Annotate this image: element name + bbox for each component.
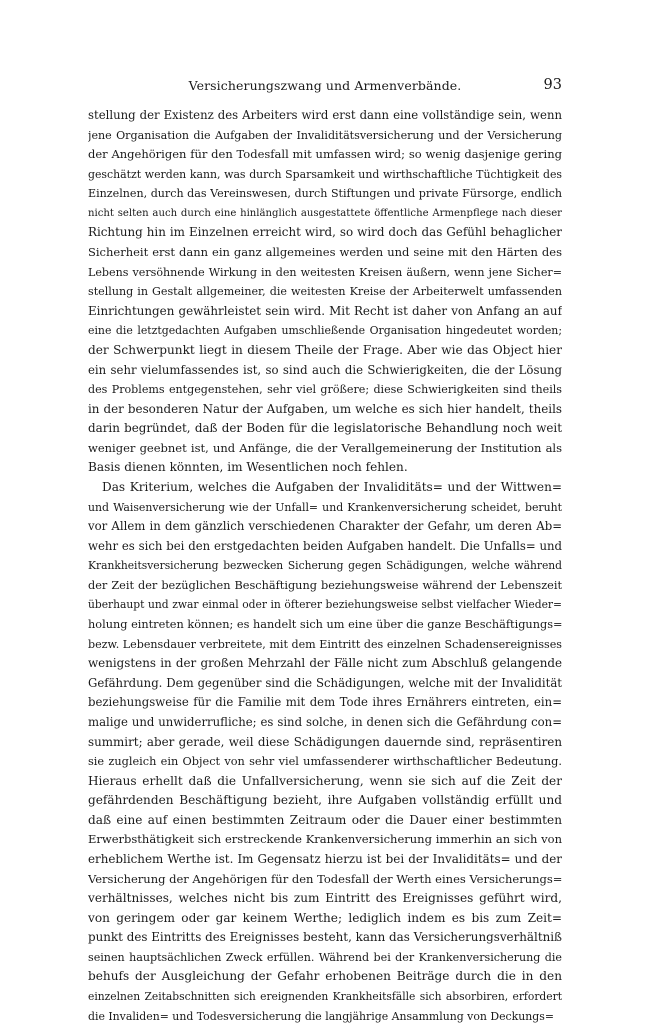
text-line: holung eintreten können; es handelt sich um eine über die ganze Beschäftigungs= <box>88 618 562 632</box>
text-line: punkt des Eintritts des Ereignisses besteht, kann das Versicherungsverhältniß <box>88 930 562 945</box>
text-line: eine die letztgedachten Aufgaben umschließende Organisation hingedeutet worden; <box>88 324 562 338</box>
running-title: Versicherungszwang und Armenverbände. <box>188 78 462 93</box>
text-line: verhältnisses, welches nicht bis zum Eintritt des Ereignisses geführt wird, <box>88 891 562 906</box>
text-line: darin begründet, daß der Boden für die legislatorische Behandlung noch weit <box>88 421 562 436</box>
text-line: weniger geebnet ist, und Anfänge, die der Verallgemeinerung der Institution als <box>88 440 562 455</box>
text-line: Lebens versöhnende Wirkung in den weitesten Kreisen äußern, wenn jene Sicher= <box>88 265 562 279</box>
page-number: 93 <box>543 77 562 93</box>
text-line: summirt; aber gerade, weil diese Schädigungen dauernde sind, repräsentiren <box>88 734 562 749</box>
page-header <box>88 78 562 96</box>
text-line: überhaupt und zwar einmal oder in öfterer beziehungsweise selbst vielfacher Wieder= <box>88 598 562 612</box>
text-line: nicht selten auch durch eine hinlänglich ausgestattete öffentliche Armenpflege nach dieser <box>88 207 562 219</box>
text-line: ein sehr vielumfassendes ist, so sind auch die Schwierigkeiten, die der Lösung <box>88 362 562 377</box>
text-line: Sicherheit erst dann ein ganz allgemeines werden und seine mit den Härten des <box>88 245 562 260</box>
text-line: vor Allem in dem gänzlich verschiedenen Charakter der Gefahr, um deren Ab= <box>88 519 562 534</box>
text-line: sie zugleich ein Object von sehr viel umfassenderer wirthschaftlicher Bedeutung. <box>88 755 562 769</box>
text-line: stellung der Existenz des Arbeiters wird erst dann eine vollständige sein, wenn <box>88 108 562 122</box>
text-line: Basis dienen könnten, im Wesentlichen noch fehlen. <box>88 460 408 475</box>
text-line: von geringem oder gar keinem Werthe; lediglich indem es bis zum Zeit= <box>88 910 562 925</box>
text-line: daß eine auf einen bestimmten Zeitraum oder die Dauer einer bestimmten <box>88 812 562 827</box>
text-line: Versicherung der Angehörigen für den Todesfall der Werth eines Versicherungs= <box>88 871 562 886</box>
text-line: geschätzt werden kann, was durch Sparsamkeit und wirthschaftliche Tüchtigkeit des <box>88 167 562 181</box>
text-line: wenigstens in der großen Mehrzahl der Fälle nicht zum Abschluß gelangende <box>88 656 562 671</box>
text-line: stellung in Gestalt allgemeiner, die weitesten Kreise der Arbeiterwelt umfassenden <box>88 285 562 299</box>
text-line: Richtung hin im Einzelnen erreicht wird, so wird doch das Gefühl behaglicher <box>88 225 562 240</box>
text-line: in der besonderen Natur der Aufgaben, um welche es sich hier handelt, theils <box>88 401 562 416</box>
paragraph <box>88 106 562 478</box>
text-line: Krankheitsversicherung bezwecken Sicherung gegen Schädigungen, welche während <box>88 559 562 573</box>
text-line: die Invaliden= und Todesversicherung die langjährige Ansammlung von Deckungs= <box>88 1009 554 1023</box>
text-line: des Problems entgegenstehen, sehr viel größere; diese Schwierigkeiten sind theils <box>88 383 562 397</box>
paragraph <box>88 478 562 1026</box>
text-line: Erwerbsthätigkeit sich erstreckende Krankenversicherung immerhin an sich von <box>88 832 562 847</box>
text-line: beziehungsweise für die Familie mit dem Tode ihres Ernährers eintreten, ein= <box>88 695 562 710</box>
text-line: der Zeit der bezüglichen Beschäftigung beziehungsweise während der Lebenszeit <box>88 578 562 592</box>
text-line: Das Kriterium, welches die Aufgaben der Invaliditäts= und der Wittwen= <box>102 479 562 494</box>
text-line: wehr es sich bei den erstgedachten beiden Aufgaben handelt. Die Unfalls= und <box>88 538 562 553</box>
text-line: bezw. Lebensdauer verbreitete, mit dem Eintritt des einzelnen Schadensereignisses <box>88 637 562 651</box>
text-line: jene Organisation die Aufgaben der Invaliditätsversicherung und der Versicherung <box>88 128 562 142</box>
text-line: Gefährdung. Dem gegenüber sind die Schädigungen, welche mit der Invalidität <box>88 675 562 690</box>
text-line: der Angehörigen für den Todesfall mit umfassen wird; so wenig dasjenige gering <box>88 147 562 162</box>
text-line: der Schwerpunkt liegt in diesem Theile der Frage. Aber wie das Object hier <box>88 342 562 357</box>
text-line: und Waisenversicherung wie der Unfall= und Krankenversicherung scheidet, beruht <box>88 500 562 514</box>
text-line: gefährdenden Beschäftigung bezieht, ihre Aufgaben vollständig erfüllt und <box>88 793 562 808</box>
text-line: Einrichtungen gewährleistet sein wird. Mit Recht ist daher von Anfang an auf <box>88 303 562 318</box>
text-line: erheblichem Werthe ist. Im Gegensatz hierzu ist bei der Invaliditäts= und der <box>88 851 562 866</box>
text-line: Hieraus erhellt daß die Unfallversicherung, wenn sie sich auf die Zeit der <box>88 773 562 788</box>
text-line: seinen hauptsächlichen Zweck erfüllen. Während bei der Krankenversicherung die <box>88 950 562 964</box>
text-line: einzelnen Zeitabschnitten sich ereignenden Krankheitsfälle sich absorbiren, erfordert <box>88 990 562 1004</box>
text-line: malige und unwiderrufliche; es sind solche, in denen sich die Gefährdung con= <box>88 714 562 729</box>
body-text <box>88 106 562 1026</box>
text-line: behufs der Ausgleichung der Gefahr erhobenen Beiträge durch die in den <box>88 969 562 984</box>
text-line: Einzelnen, durch das Vereinswesen, durch Stiftungen und private Fürsorge, endlich <box>88 187 562 201</box>
